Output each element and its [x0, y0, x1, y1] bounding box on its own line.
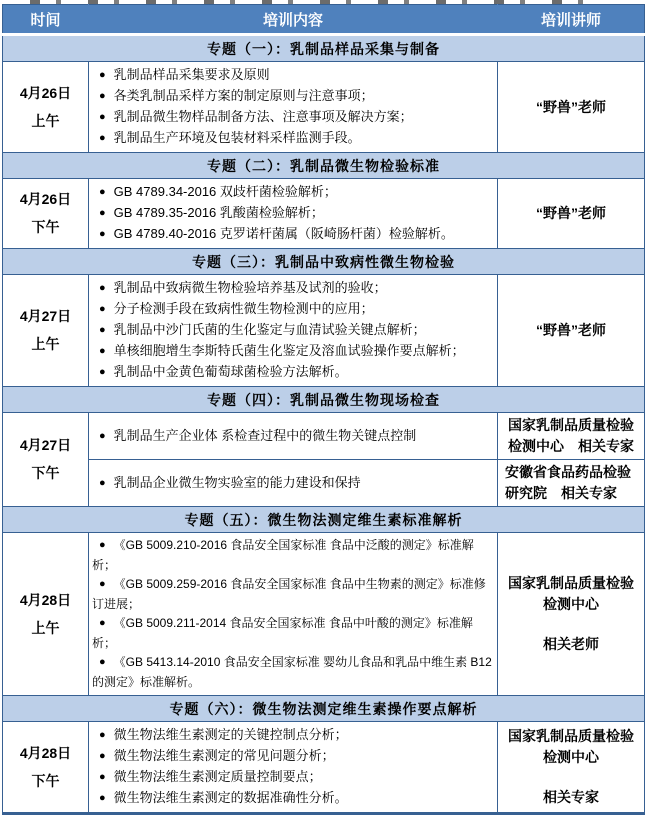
period-label: 下午 — [31, 219, 60, 235]
bullet-text: 微生物法维生素测定的关键控制点分析； — [113, 727, 348, 742]
bullet-item — [92, 128, 493, 149]
instructor-cell: “野兽”老师 — [498, 62, 645, 153]
instructor-line: 相关老师 — [543, 636, 599, 652]
header-time: 时间 — [3, 5, 89, 35]
section-title: 专题（三）：乳制品中致病性微生物检验 — [3, 249, 645, 275]
bullet-icon: ● — [99, 228, 106, 240]
content-cell — [89, 460, 498, 507]
bullet-item — [92, 536, 493, 575]
date-label: 4月28日 — [19, 591, 72, 608]
bullet-icon: ● — [99, 729, 106, 741]
bullet-icon: ● — [99, 207, 106, 219]
bullet-item — [92, 182, 493, 203]
bullet-icon: ● — [99, 282, 106, 294]
bullet-icon: ● — [99, 366, 106, 378]
period-label: 上午 — [31, 619, 60, 636]
instructor-line: 检测中心 — [543, 749, 599, 765]
time-cell — [3, 179, 89, 249]
table-row — [3, 722, 645, 814]
bullet-text: 各类乳制品采样方案的制定原则与注意事项； — [113, 88, 374, 103]
section-band-5 — [3, 507, 645, 533]
table-row — [3, 460, 645, 507]
bullet-text: 乳制品样品采集要求及原则 — [113, 67, 270, 82]
bullet-item — [92, 426, 493, 447]
bullet-text: 乳制品微生物样品制备方法、注意事项及解决方案； — [113, 109, 413, 124]
content-cell — [89, 533, 498, 696]
cropped-text-remnant — [30, 0, 610, 4]
section-title: 专题（一）：乳制品样品采集与制备 — [3, 35, 645, 62]
section-band-1 — [3, 35, 645, 62]
bullet-item — [92, 299, 493, 320]
table-header-row — [3, 5, 645, 35]
section-title: 专题（二）：乳制品微生物检验标准 — [3, 153, 645, 179]
section-band-3 — [3, 249, 645, 275]
instructor-line: 国家乳制品质量检验 — [508, 575, 634, 591]
bullet-item — [92, 767, 493, 788]
bullet-text: 乳制品生产环境及包装材料采样监测手段。 — [113, 130, 361, 145]
table-row — [3, 413, 645, 460]
bullet-icon: ● — [99, 771, 106, 783]
bullet-text: 乳制品中沙门氏菌的生化鉴定与血清试验关键点解析； — [113, 322, 426, 337]
time-cell — [3, 275, 89, 387]
bullet-item — [92, 725, 493, 746]
date-label: 4月27日 — [19, 437, 72, 454]
bullet-item — [92, 224, 493, 245]
bullet-text: 乳制品生产企业体 系检查过程中的微生物关键点控制 — [113, 427, 417, 443]
bullet-icon: ● — [99, 429, 106, 442]
bullet-item — [92, 320, 493, 341]
bullet-item — [92, 278, 493, 299]
bullet-text: 乳制品企业微生物实验室的能力建设和保持 — [113, 474, 361, 490]
instructor-line: 检测中心 — [543, 596, 599, 612]
table-row — [3, 275, 645, 387]
header-content: 培训内容 — [89, 5, 498, 35]
section-band-6 — [3, 696, 645, 722]
bullet-item — [92, 341, 493, 362]
section-band-2 — [3, 153, 645, 179]
instructor-line: 检测中心 相关专家 — [508, 438, 634, 454]
section-title: 专题（六）：微生物法测定维生素操作要点解析 — [3, 696, 645, 722]
bullet-icon: ● — [99, 90, 106, 102]
bullet-item — [92, 107, 493, 128]
header-instructor: 培训讲师 — [498, 5, 645, 35]
bullet-text: 单核细胞增生李斯特氏菌生化鉴定及溶血试验操作要点解析； — [113, 343, 465, 358]
content-cell — [89, 179, 498, 249]
bullet-text: 《GB 5009.210-2016 食品安全国家标准 食品中泛酸的测定》标准解析； — [92, 538, 474, 572]
section-title: 专题（四）：乳制品微生物现场检查 — [3, 387, 645, 413]
training-schedule-table — [2, 4, 645, 815]
bullet-text: 《GB 5413.14-2010 食品安全国家标准 婴幼儿食品和乳品中维生素 B12 的测定》标准解析。 — [92, 655, 492, 689]
period-label: 上午 — [31, 112, 60, 129]
date-label: 4月26日 — [19, 84, 72, 101]
bullet-icon: ● — [99, 750, 106, 762]
time-cell — [3, 413, 89, 507]
bullet-icon: ● — [99, 303, 106, 315]
instructor-cell — [498, 533, 645, 696]
bullet-text: GB 4789.34-2016 双歧杆菌检验解析； — [113, 184, 337, 199]
bullet-item — [92, 203, 493, 224]
instructor-line: 相关专家 — [543, 789, 599, 805]
bullet-text: 微生物法维生素测定质量控制要点； — [113, 769, 322, 784]
instructor-cell — [498, 460, 645, 507]
content-cell — [89, 275, 498, 387]
instructor-cell — [498, 722, 645, 814]
date-label: 4月26日 — [19, 191, 72, 208]
bullet-icon: ● — [99, 578, 106, 590]
instructor-line: 安徽省食品药品检验 — [505, 464, 631, 480]
bullet-icon: ● — [99, 617, 106, 629]
bullet-text: GB 4789.35-2016 乳酸菌检验解析； — [113, 205, 324, 220]
bullet-icon: ● — [99, 111, 106, 123]
instructor-line: 国家乳制品质量检验 — [508, 417, 634, 433]
date-label: 4月28日 — [19, 744, 72, 761]
instructor-line: 国家乳制品质量检验 — [508, 728, 634, 744]
bullet-item — [92, 746, 493, 767]
bullet-item — [92, 614, 493, 653]
bullet-icon: ● — [99, 324, 106, 336]
bullet-icon: ● — [99, 69, 106, 81]
bullet-text: 乳制品中致病微生物检验培养基及试剂的验收； — [113, 280, 387, 295]
section-title: 专题（五）：微生物法测定维生素标准解析 — [3, 507, 645, 533]
time-cell — [3, 62, 89, 153]
instructor-line: 研究院 相关专家 — [505, 485, 617, 501]
bullet-text: 微生物法维生素测定的常见问题分析； — [113, 748, 335, 763]
section-band-4 — [3, 387, 645, 413]
bullet-item — [92, 86, 493, 107]
bullet-icon: ● — [99, 476, 106, 489]
bullet-text: 分子检测手段在致病性微生物检测中的应用； — [113, 301, 374, 316]
bullet-item — [92, 653, 493, 692]
bullet-item — [92, 575, 493, 614]
bullet-icon: ● — [99, 792, 106, 804]
bullet-icon: ● — [99, 132, 106, 144]
time-cell — [3, 722, 89, 814]
bullet-item — [92, 473, 493, 494]
content-cell — [89, 413, 498, 460]
bullet-text: 微生物法维生素测定的数据准确性分析。 — [113, 790, 348, 805]
bullet-item — [92, 788, 493, 809]
date-label: 4月27日 — [19, 308, 72, 325]
bullet-icon: ● — [99, 539, 106, 551]
bullet-item — [92, 65, 493, 86]
period-label: 上午 — [31, 336, 60, 352]
time-cell — [3, 533, 89, 696]
table-row — [3, 62, 645, 153]
content-cell — [89, 722, 498, 814]
period-label: 下午 — [31, 772, 60, 789]
period-label: 下午 — [31, 465, 60, 481]
bullet-item — [92, 362, 493, 383]
table-row — [3, 179, 645, 249]
content-cell — [89, 62, 498, 153]
instructor-cell — [498, 413, 645, 460]
bullet-icon: ● — [99, 345, 106, 357]
instructor-cell: “野兽”老师 — [498, 275, 645, 387]
table-row — [3, 533, 645, 696]
instructor-cell: “野兽”老师 — [498, 179, 645, 249]
bullet-text: 乳制品中金黄色葡萄球菌检验方法解析。 — [113, 364, 348, 379]
bullet-text: 《GB 5009.211-2014 食品安全国家标准 食品中叶酸的测定》标准解析； — [92, 616, 473, 650]
bullet-icon: ● — [99, 656, 106, 668]
bullet-text: 《GB 5009.259-2016 食品安全国家标准 食品中生物素的测定》标准修订进展； — [92, 577, 486, 611]
bullet-text: GB 4789.40-2016 克罗诺杆菌属（阪崎肠杆菌）检验解析。 — [113, 226, 454, 241]
bullet-icon: ● — [99, 186, 106, 198]
